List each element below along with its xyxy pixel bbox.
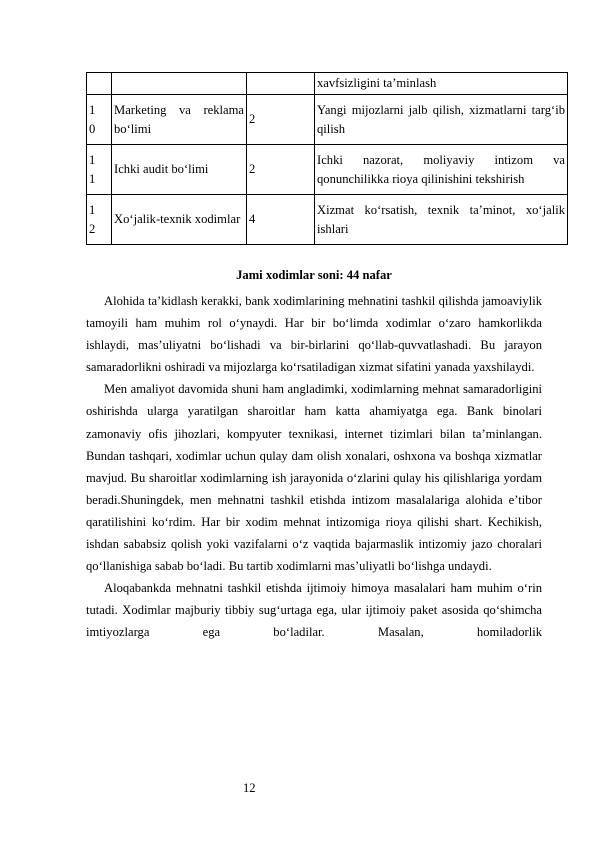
department-cell: Xo‘jalik-texnik xodimlar — [112, 195, 247, 245]
count-cell: 2 — [247, 145, 315, 195]
staff-table — [86, 72, 568, 245]
department-cell: Marketing va reklama bo‘limi — [112, 95, 247, 145]
table-row — [87, 145, 568, 195]
row-number-cell — [87, 73, 112, 95]
count-cell: 4 — [247, 195, 315, 245]
row-number-cell: 1 0 — [87, 95, 112, 145]
row-number-cell: 1 1 — [87, 145, 112, 195]
task-cell: xavfsizligini ta’minlash — [315, 73, 568, 95]
department-cell: Ichki audit bo‘limi — [112, 145, 247, 195]
paragraph: Alohida ta’kidlash kerakki, bank xodimlarining mehnatini tashkil qilishda jamoaviylik tamoyili ham muhim rol o‘ynaydi. Har bir bo‘limda xodimlar o‘zaro hamkorlikda ishlaydi, mas’uliyatni bo‘lishadi va bir-birlarini qo‘llab-quvvatlashadi. Bu jarayon samaradorlikni oshiradi va mijozlarga ko‘rsatiladigan xizmat sifatini yanada yaxshilaydi. — [86, 294, 542, 375]
row-number-cell: 1 2 — [87, 195, 112, 245]
task-cell: Yangi mijozlarni jalb qilish, xizmatlarni targ‘ib qilish — [315, 95, 568, 145]
count-cell — [247, 73, 315, 95]
paragraph: Men amaliyot davomida shuni ham angladimki, xodimlarning mehnat samaradorligini oshirishda ularga yaratilgan sharoitlar ham katta ahamiyatga ega. Bank binolari zamonaviy ofis jihozlari, kompyuter texnikasi, internet tizimlari bilan ta’minlangan. Bundan tashqari, xodimlar uchun qulay dam olish xonalari, oshxona va boshqa xizmatlar mavjud. Bu sharoitlar xodimlarning ish jarayonida o‘zlarini qulay his qilishlariga yordam beradi.Shuningdek, men mehnatni tashkil etishda intizom masalalariga alohida e’tibor qaratilishini ko‘rdim. Har bir xodim mehnat intizomiga rioya qilishi shart. Kechikish, ishdan sababsiz qolish yoki vazifalarni o‘z vaqtida bajarmaslik intizomiy jazo choralari qo‘llanishiga sabab bo‘ladi. Bu tartib xodimlarni mas’uliyatli bo‘lishga undaydi. — [86, 382, 542, 574]
paragraph: Aloqabankda mehnatni tashkil etishda ijtimoiy himoya masalalari ham muhim o‘rin tutadi. Xodimlar majburiy tibbiy sug‘urtaga ega, ular ijtimoiy paket asosida qo‘shimcha imtiyozlarga ega bo‘ladilar. Masalan, homiladorlik — [86, 581, 542, 640]
staff-total-heading: Jami xodimlar soni: 44 nafar — [236, 268, 392, 282]
department-cell — [112, 73, 247, 95]
task-cell: Xizmat ko‘rsatish, texnik ta’minot, xo‘jalik ishlari — [315, 195, 568, 245]
task-cell: Ichki nazorat, moliyaviy intizom va qonunchilikka rioya qilinishini tekshirish — [315, 145, 568, 195]
body-text — [86, 290, 542, 644]
table-row — [87, 95, 568, 145]
count-cell: 2 — [247, 95, 315, 145]
table-row — [87, 73, 568, 95]
table-row — [87, 195, 568, 245]
page-number: 12 — [243, 781, 256, 795]
